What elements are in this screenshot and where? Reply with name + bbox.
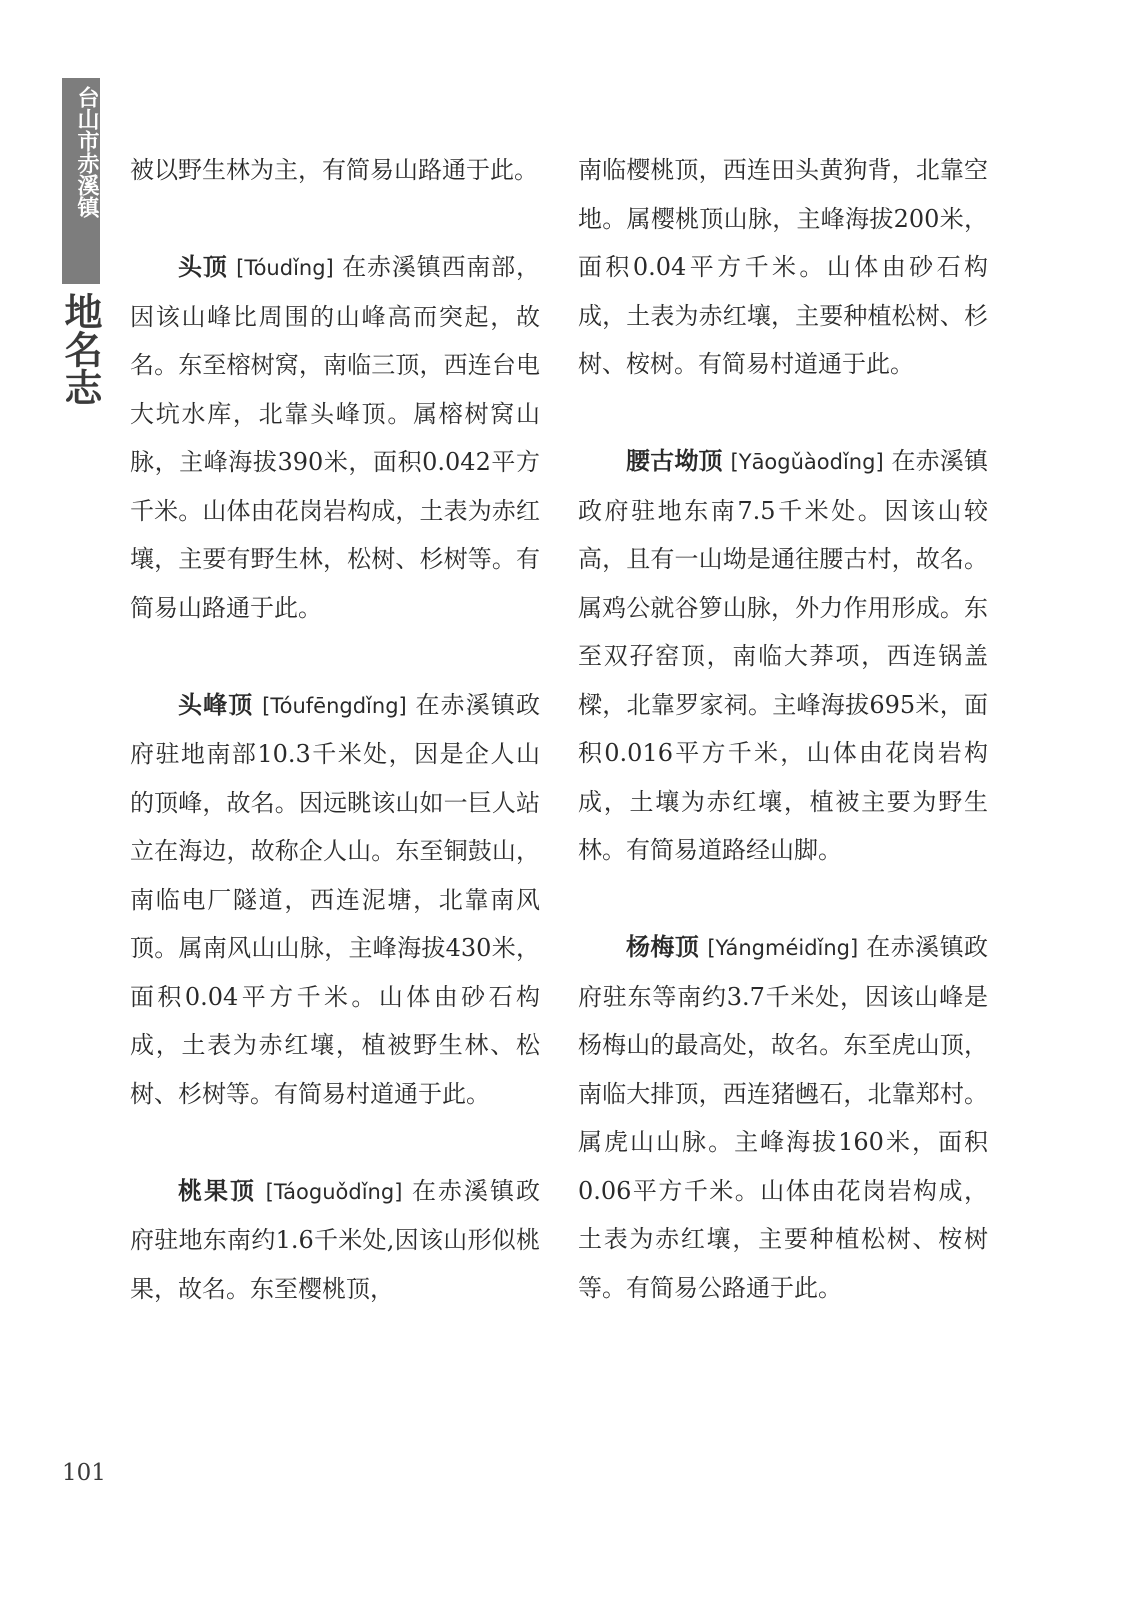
entry-body: 在赤溪镇政府驻东等南约3.7千米处，因该山峰是杨梅山的最高处，故名。东至虎山顶，南临大排顶，西连猪乸石，北靠郑村。属虎山山脉。主峰海拔160米，面积0.06平方千米。山体由花岗岩构成，土表为赤红壤，主要种植松树、桉树等。有简易公路通于此。 bbox=[578, 933, 988, 1302]
entry-pinyin: [Yángméidǐng] bbox=[707, 936, 859, 960]
entry-body: 在赤溪镇西南部，因该山峰比周围的山峰高而突起，故名。东至榕树窝，南临三顶，西连台电大坑水库，北靠头峰顶。属榕树窝山脉，主峰海拔390米，面积0.042平方千米。山体由花岗岩构成，土表为赤红壤，主要有野生林，松树、杉树等。有简易山路通于此。 bbox=[130, 253, 540, 622]
entry-pinyin: [Tóufēngdǐng] bbox=[262, 693, 407, 718]
entry-body: 在赤溪镇政府驻地东南7.5千米处。因该山较高，且有一山坳是通往腰古村，故名。属鸡公就谷箩山脉，外力作用形成。东至双孖窑顶，南临大莽项，西连锅盖樑，北靠罗家祠。主峰海拔695米，面积0.016平方千米，山体由花岗岩构成，土壤为赤红壤，植被主要为野生林。有简易道路经山脚。 bbox=[578, 447, 988, 864]
entry-yangmeiding bbox=[578, 923, 988, 1312]
right-column bbox=[578, 146, 988, 1312]
entry-pinyin: [Táoguǒdǐng] bbox=[265, 1179, 403, 1204]
entry-pinyin: [Yāogǔàodǐng] bbox=[730, 450, 884, 474]
entry-pinyin: [Tóudǐng] bbox=[236, 256, 334, 280]
entry-headword: 桃果顶 bbox=[178, 1175, 256, 1205]
book-subtitle: 台山市赤溪镇 bbox=[74, 86, 100, 218]
entry-yaoguaoding bbox=[578, 437, 988, 875]
entry-toudiing bbox=[130, 243, 540, 632]
continuation-text: 南临樱桃顶，西连田头黄狗背，北靠空地。属樱桃顶山脉，主峰海拔200米，面积0.04平方千米。山体由砂石构成，土表为赤红壤，主要种植松树、杉树、桉树。有简易村道通于此。 bbox=[578, 156, 988, 378]
entry-headword: 头峰顶 bbox=[178, 689, 254, 719]
left-column bbox=[130, 146, 540, 1313]
book-title: 地名志 bbox=[58, 292, 102, 406]
entry-headword: 杨梅顶 bbox=[626, 932, 700, 961]
entry-taoguoding bbox=[130, 1167, 540, 1314]
page-number: 101 bbox=[62, 1460, 106, 1486]
entry-headword: 头顶 bbox=[178, 252, 228, 281]
entry-body: 在赤溪镇政府驻地南部10.3千米处，因是企人山的顶峰，故名。因远眺该山如一巨人站立在海边，故称企人山。东至铜鼓山，南临电厂隧道，西连泥塘，北靠南风顶。属南风山山脉，主峰海拔430米，面积0.04平方千米。山体由砂石构成，土表为赤红壤，植被野生林、松树、杉树等。有简易村道通于此。 bbox=[130, 690, 540, 1108]
entry-body: 在赤溪镇政府驻地东南约1.6千米处,因该山形似桃果，故名。东至樱桃顶， bbox=[130, 1176, 541, 1303]
entry-toufengding bbox=[130, 681, 540, 1119]
continuation-text: 被以野生林为主，有简易山路通于此。 bbox=[130, 156, 538, 184]
entry-headword: 腰古坳顶 bbox=[626, 446, 723, 475]
